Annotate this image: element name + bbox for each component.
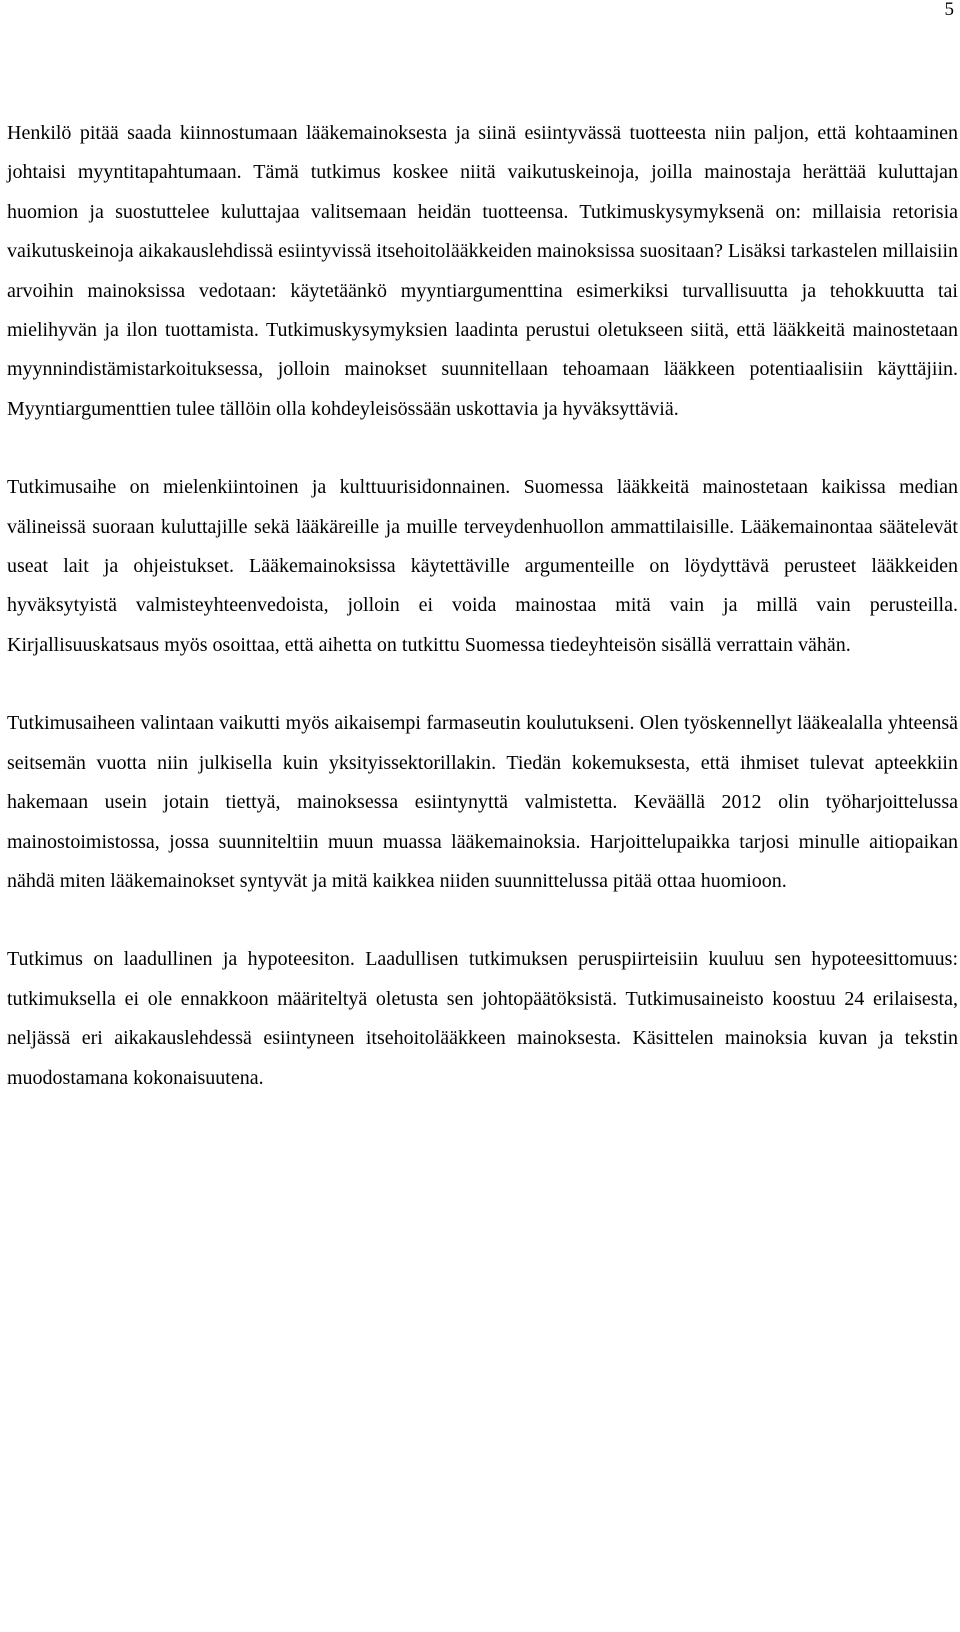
paragraph-methodology: Tutkimus on laadullinen ja hypoteesiton. Laadullisen tutkimuksen peruspiirteisiin kuuluu sen hypoteesittomuus: tutkimuksella ei ole ennakkoon määriteltyä oletusta sen johtopäätöksistä. Tutkimusaineisto koostuu 24 erilaisesta, neljässä eri aikakauslehdessä esiintyneen itsehoitolääkkeen mainoksesta. Käsittelen mainoksia kuvan ja tekstin muodostamana kokonaisuutena.: [7, 948, 958, 1089]
paragraph-gap: [7, 665, 958, 704]
paragraph-author-background: Tutkimusaiheen valintaan vaikutti myös aikaisempi farmaseutin koulutukseni. Olen työskennellyt lääkealalla yhteensä seitsemän vuotta niin julkisella kuin yksityissektorillakin. Tiedän kokemuksesta, että ihmiset tulevat apteekkiin hakemaan usein jotain tiettyä, mainoksessa esiintynyttä valmistetta. Keväällä 2012 olin työharjoittelussa mainostoimistossa, jossa suunniteltiin muun muassa lääkemainoksia. Harjoittelupaikka tarjosi minulle aitiopaikan nähdä miten lääkemainokset syntyvät ja mitä kaikkea niiden suunnittelussa pitää ottaa huomioon.: [7, 712, 958, 892]
page-number: 5: [944, 0, 954, 20]
paragraph-gap: [7, 429, 958, 468]
paragraph-gap: [7, 901, 958, 940]
paragraph-research-question: Henkilö pitää saada kiinnostumaan lääkemainoksesta ja siinä esiintyvässä tuotteesta niin paljon, että kohtaaminen johtaisi myyntitapahtumaan. Tämä tutkimus koskee niitä vaikutuskeinoja, joilla mainostaja herättää kuluttajan huomion ja suostuttelee kuluttajaa valitsemaan heidän tuotteensa. Tutkimuskysymyksenä on: millaisia retorisia vaikutuskeinoja aikakauslehdissä esiintyvissä itsehoitolääkkeiden mainoksissa suositaan? Lisäksi tarkastelen millaisiin arvoihin mainoksissa vedotaan: käytetäänkö myyntiargumenttina esimerkiksi turvallisuutta ja tehokkuutta tai mielihyvän ja ilon tuottamista. Tutkimuskysymyksien laadinta perustui oletukseen siitä, että lääkkeitä mainostetaan myynnindistämistarkoituksessa, jolloin mainokset suunnitellaan tehoamaan lääkkeen potentiaalisiin käyttäjiin. Myyntiargumenttien tulee tällöin olla kohdeyleisössään uskottavia ja hyväksyttäviä.: [7, 122, 958, 420]
body-text: [7, 114, 958, 1098]
paragraph-topic-relevance: Tutkimusaihe on mielenkiintoinen ja kulttuurisidonnainen. Suomessa lääkkeitä mainostetaan kaikissa median välineissä suoraan kuluttajille sekä lääkäreille ja muille terveydenhuollon ammattilaisille. Lääkemainontaa säätelevät useat lait ja ohjeistukset. Lääkemainoksissa käytettäville argumenteille on löydyttävä perusteet lääkkeiden hyväksytyistä valmisteyhteenvedoista, jolloin ei voida mainostaa mitä vain ja millä vain perusteilla. Kirjallisuuskatsaus myös osoittaa, että aihetta on tutkittu Suomessa tiedeyhteisön sisällä verrattain vähän.: [7, 476, 958, 656]
